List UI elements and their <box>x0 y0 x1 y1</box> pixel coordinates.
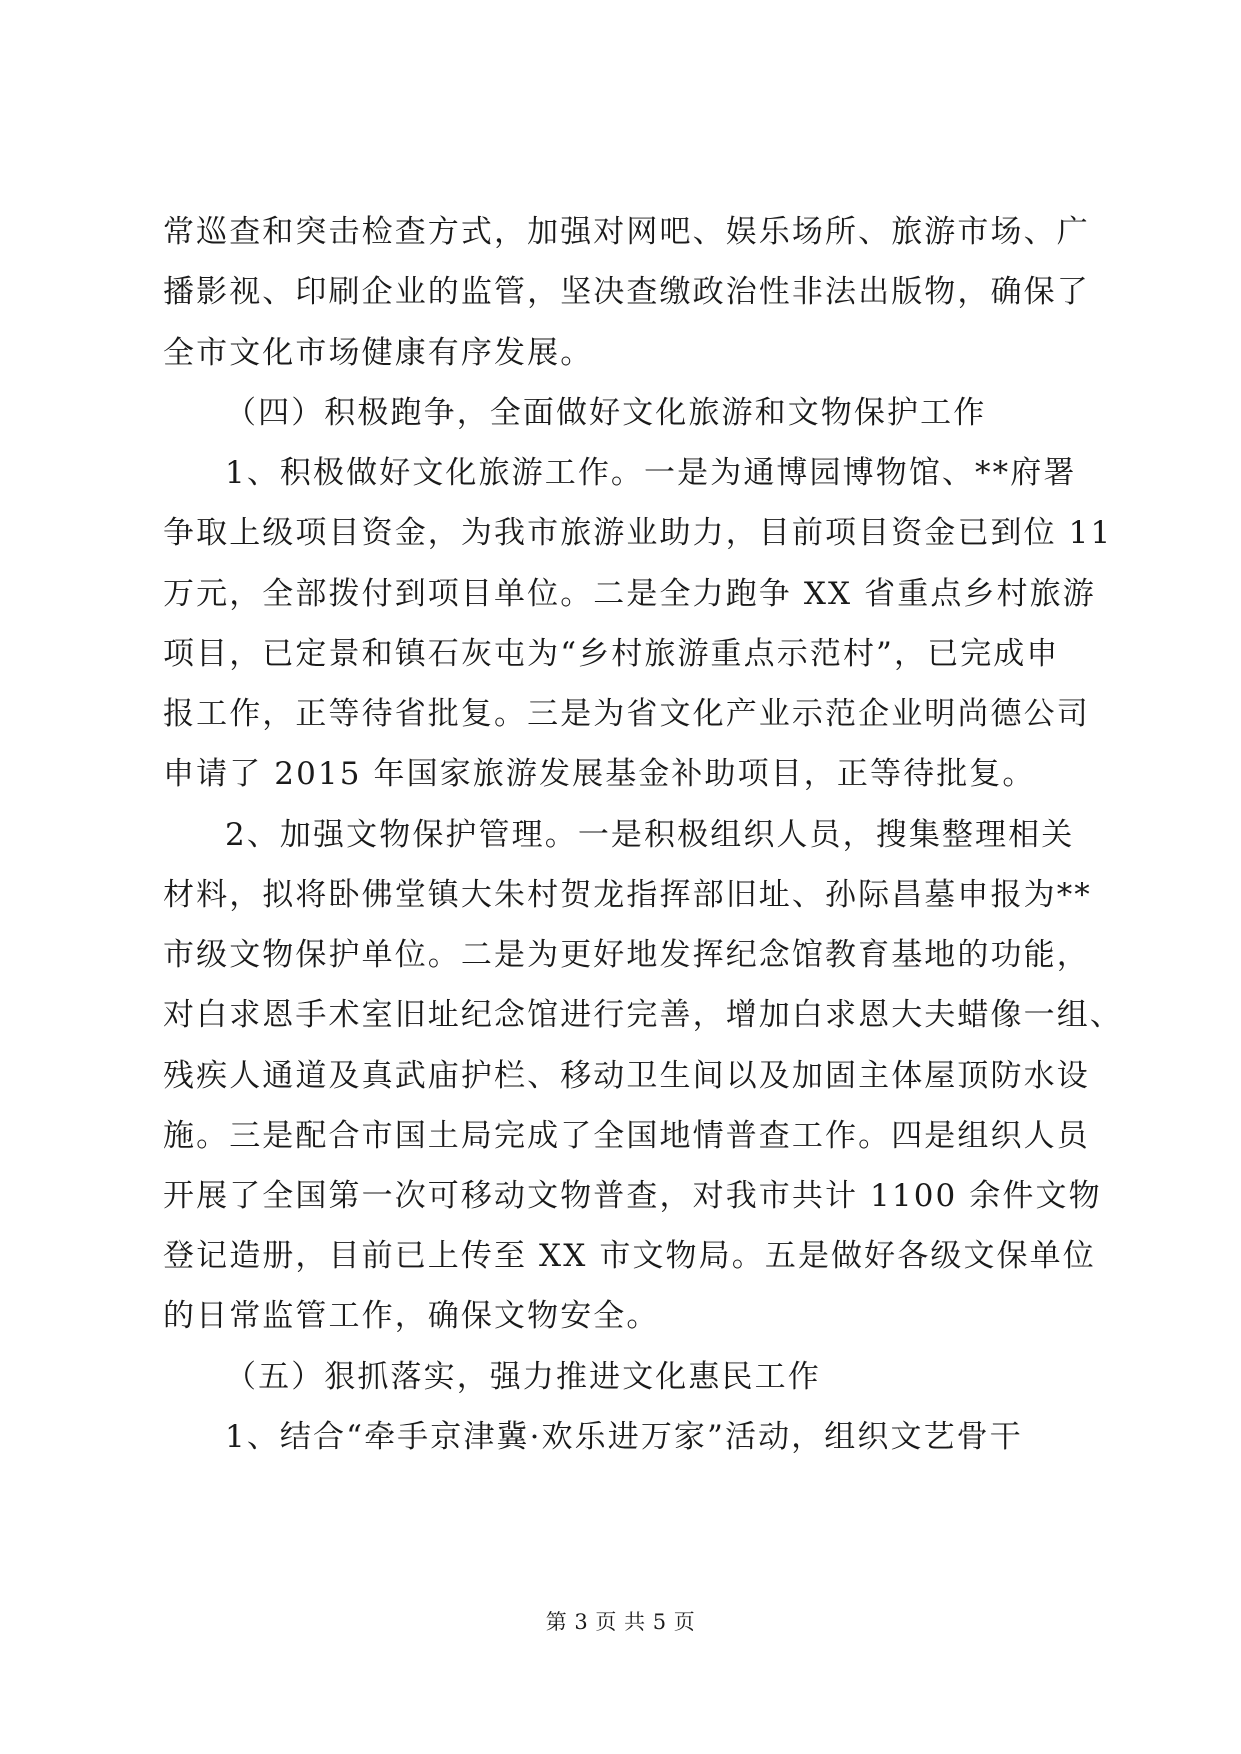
body-text-line: 申请了 2015 年国家旅游发展基金补助项目，正等待批复。 <box>163 756 1036 792</box>
body-text-line: 播影视、印刷企业的监管，坚决查缴政治性非法出版物，确保了 <box>163 274 1090 310</box>
page-footer: 第 3 页 共 5 页 <box>545 1610 696 1634</box>
body-text-line: 开展了全国第一次可移动文物普查，对我市共计 1100 余件文物 <box>163 1178 1102 1214</box>
body-text-line: 报工作，正等待省批复。三是为省文化产业示范企业明尚德公司 <box>163 696 1090 732</box>
body-text-line: 的日常监管工作，确保文物安全。 <box>163 1298 660 1334</box>
body-text-line: 材料，拟将卧佛堂镇大朱村贺龙指挥部旧址、孙际昌墓申报为** <box>163 877 1092 913</box>
body-text-line: 争取上级项目资金，为我市旅游业助力，目前项目资金已到位 11 <box>163 515 1113 551</box>
section-heading-5: （五）狠抓落实，强力推进文化惠民工作 <box>225 1359 821 1395</box>
section-heading-4: （四）积极跑争，全面做好文化旅游和文物保护工作 <box>225 395 987 431</box>
body-text-line: 万元，全部拨付到项目单位。二是全力跑争 XX 省重点乡村旅游 <box>163 576 1096 612</box>
body-text-line: 对白求恩手术室旧址纪念馆进行完善，增加白求恩大夫蜡像一组、 <box>163 997 1123 1033</box>
paragraph-start-line: 2、加强文物保护管理。一是积极组织人员，搜集整理相关 <box>225 817 1075 853</box>
paragraph-start-line: 1、结合“牵手京津冀·欢乐进万家”活动，组织文艺骨干 <box>225 1419 1023 1455</box>
body-text-line: 常巡查和突击检查方式，加强对网吧、娱乐场所、旅游市场、广 <box>163 214 1090 250</box>
paragraph-start-line: 1、积极做好文化旅游工作。一是为通博园博物馆、**府署 <box>225 455 1077 491</box>
body-text-line: 登记造册，目前已上传至 XX 市文物局。五是做好各级文保单位 <box>163 1238 1096 1274</box>
body-text-line: 市级文物保护单位。二是为更好地发挥纪念馆教育基地的功能， <box>163 937 1090 973</box>
body-text-line: 残疾人通道及真武庙护栏、移动卫生间以及加固主体屋顶防水设 <box>163 1058 1090 1094</box>
body-text-line: 施。三是配合市国土局完成了全国地情普查工作。四是组织人员 <box>163 1118 1090 1154</box>
body-text-line: 项目，已定景和镇石灰屯为“乡村旅游重点示范村”，已完成申 <box>163 636 1060 672</box>
body-text-line: 全市文化市场健康有序发展。 <box>163 335 594 371</box>
